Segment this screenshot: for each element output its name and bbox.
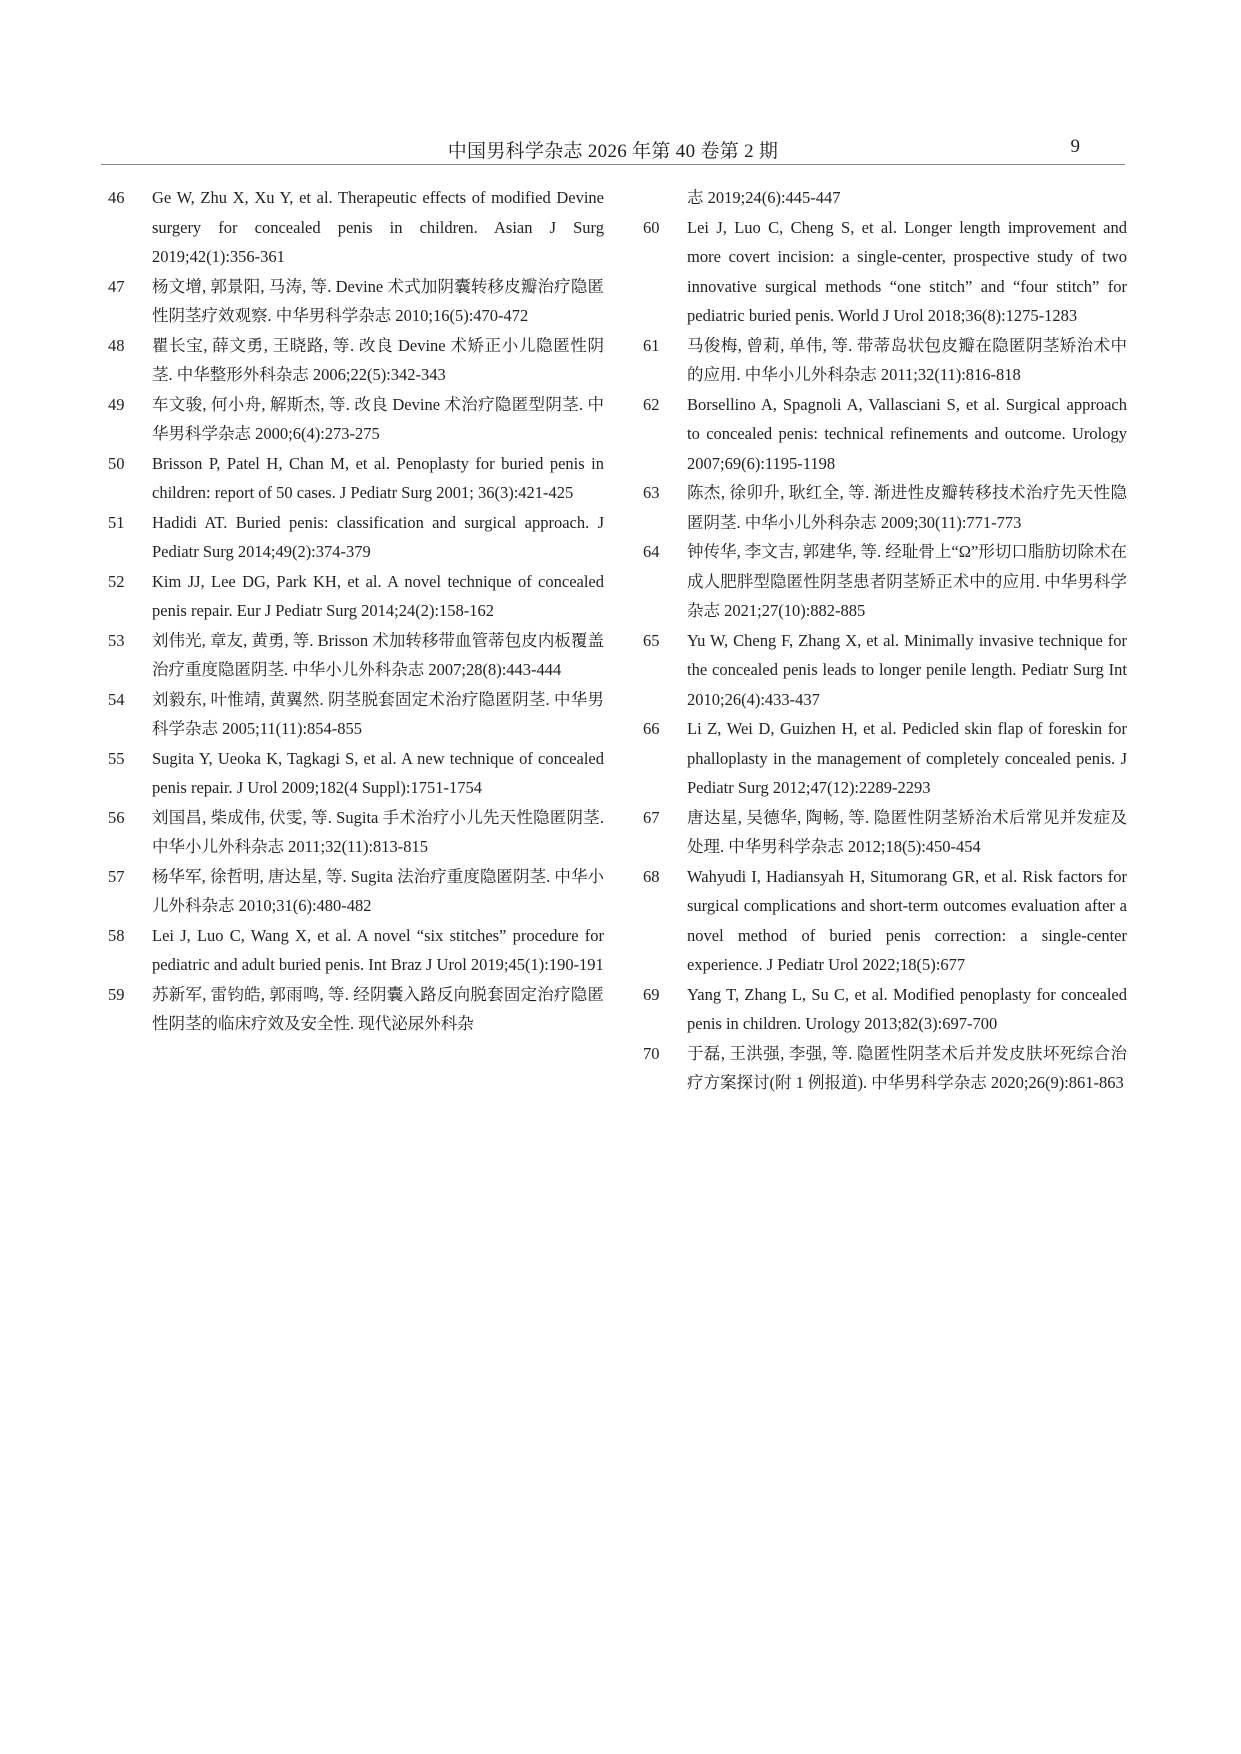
- page-number: 9: [1070, 136, 1080, 157]
- reference-number: 46: [108, 188, 125, 207]
- reference-number: 53: [108, 630, 125, 650]
- reference-text: 刘毅东, 叶惟靖, 黄翼然. 阴茎脱套固定术治疗隐匿阴茎. 中华男科学杂志 2005;11(11):854-855: [152, 689, 604, 738]
- reference-item: [643, 331, 1127, 390]
- reference-item: [108, 331, 604, 390]
- reference-item: [108, 744, 604, 803]
- reference-text: 于磊, 王洪强, 李强, 等. 隐匿性阴茎术后并发皮肤坏死综合治疗方案探讨(附 1 例报道). 中华男科学杂志 2020;26(9):861-863: [687, 1043, 1127, 1092]
- reference-text: Li Z, Wei D, Guizhen H, et al. Pedicled skin flap of foreskin for phalloplasty in the management of completely concealed penis. J Pediatr Surg 2012;47(12):2289-2293: [687, 719, 1127, 797]
- reference-number: 62: [643, 394, 660, 414]
- reference-number: 48: [108, 335, 125, 355]
- reference-text: Kim JJ, Lee DG, Park KH, et al. A novel technique of concealed penis repair. Eur J Pediatr Surg 2014;24(2):158-162: [152, 571, 604, 620]
- reference-text: Wahyudi I, Hadiansyah H, Situmorang GR, et al. Risk factors for surgical complications and short-term outcomes evaluation after a novel method of buried penis correction: a single-center experience. J Pediatr Urol 2022;18(5):677: [687, 866, 1127, 974]
- reference-item: [108, 390, 604, 449]
- running-header: [101, 134, 1125, 165]
- journal-title: 中国男科学杂志 2026 年第 40 卷第 2 期: [447, 141, 779, 162]
- reference-item: [643, 626, 1127, 715]
- reference-item: [108, 921, 604, 980]
- reference-number: 66: [643, 719, 660, 738]
- reference-number: 61: [643, 335, 660, 355]
- reference-text: 陈杰, 徐卯升, 耿红全, 等. 渐进性皮瓣转移技术治疗先天性隐匿阴茎. 中华小儿外科杂志 2009;30(11):771-773: [687, 483, 1127, 532]
- reference-text: 瞿长宝, 薛文勇, 王晓路, 等. 改良 Devine 术矫正小儿隐匿性阴茎. 中华整形外科杂志 2006;22(5):342-343: [152, 335, 604, 384]
- reference-text: 苏新军, 雷钧皓, 郭雨鸣, 等. 经阴囊入路反向脱套固定治疗隐匿性阴茎的临床疗效及安全性. 现代泌尿外科杂: [152, 984, 604, 1033]
- reference-number: 70: [643, 1043, 660, 1063]
- reference-text: 刘伟光, 章友, 黄勇, 等. Brisson 术加转移带血管蒂包皮内板覆盖治疗重度隐匿阴茎. 中华小儿外科杂志 2007;28(8):443-444: [152, 630, 604, 679]
- reference-item: [108, 567, 604, 626]
- reference-text: 杨文增, 郭景阳, 马涛, 等. Devine 术式加阴囊转移皮瓣治疗隐匿性阴茎疗效观察. 中华男科学杂志 2010;16(5):470-472: [152, 276, 604, 325]
- reference-number: 65: [643, 630, 660, 650]
- reference-number: 63: [643, 483, 660, 502]
- reference-number: 68: [643, 866, 660, 886]
- reference-text: Borsellino A, Spagnoli A, Vallasciani S, et al. Surgical approach to concealed penis: technical refinements and outcome. Urology 2007;69(6):1195-1198: [687, 394, 1127, 473]
- reference-item: [108, 862, 604, 921]
- reference-text: 车文骏, 何小舟, 解斯杰, 等. 改良 Devine 术治疗隐匿型阴茎. 中华男科学杂志 2000;6(4):273-275: [152, 394, 604, 443]
- reference-number: 69: [643, 984, 660, 1004]
- reference-item: [108, 183, 604, 272]
- reference-number: 52: [108, 571, 125, 591]
- reference-number: 56: [108, 807, 125, 827]
- reference-text: Hadidi AT. Buried penis: classification and surgical approach. J Pediatr Surg 2014;49(2):374-379: [152, 512, 604, 561]
- reference-text: Lei J, Luo C, Wang X, et al. A novel “six stitches” procedure for pediatric and adult buried penis. Int Braz J Urol 2019;45(1):190-191: [152, 925, 604, 974]
- reference-number: 55: [108, 748, 125, 768]
- reference-text: 刘国昌, 柴成伟, 伏雯, 等. Sugita 手术治疗小儿先天性隐匿阴茎. 中华小儿外科杂志 2011;32(11):813-815: [152, 807, 604, 856]
- reference-item: [643, 803, 1127, 862]
- reference-number: 50: [108, 453, 125, 473]
- reference-text: Ge W, Zhu X, Xu Y, et al. Therapeutic effects of modified Devine surgery for concealed penis in children. Asian J Surg 2019;42(1):356-361: [152, 188, 604, 266]
- reference-text: Yu W, Cheng F, Zhang X, et al. Minimally invasive technique for the concealed penis leads to longer penile length. Pediatr Surg Int 2010;26(4):433-437: [687, 630, 1127, 709]
- reference-text: 钟传华, 李文吉, 郭建华, 等. 经耻骨上“Ω”形切口脂肪切除术在成人肥胖型隐匿性阴茎患者阴茎矫正术中的应用. 中华男科学杂志 2021;27(10):882-885: [687, 542, 1128, 620]
- reference-number: 64: [643, 542, 660, 561]
- reference-number: 54: [108, 689, 125, 709]
- reference-item: [108, 626, 604, 685]
- reference-item: [643, 714, 1127, 803]
- reference-item: [108, 508, 604, 567]
- reference-item: [643, 1039, 1127, 1098]
- reference-item: [643, 862, 1127, 980]
- reference-item: [643, 390, 1127, 479]
- reference-column-left: [108, 183, 604, 1039]
- reference-item: [108, 272, 604, 331]
- reference-text: Brisson P, Patel H, Chan M, et al. Penoplasty for buried penis in children: report of 50 cases. J Pediatr Surg 2001; 36(3):421-425: [152, 453, 604, 502]
- reference-number: 51: [108, 512, 125, 532]
- reference-continuation: [643, 183, 1127, 213]
- reference-text: 杨华军, 徐哲明, 唐达星, 等. Sugita 法治疗重度隐匿阴茎. 中华小儿外科杂志 2010;31(6):480-482: [152, 866, 604, 915]
- reference-number: 60: [643, 217, 660, 237]
- reference-number: 49: [108, 394, 125, 414]
- reference-number: 58: [108, 925, 125, 945]
- reference-item: [643, 980, 1127, 1039]
- reference-item: [643, 478, 1127, 537]
- reference-number: 57: [108, 866, 125, 886]
- reference-text: 志 2019;24(6):445-447: [687, 188, 841, 207]
- reference-text: 唐达星, 吴德华, 陶畅, 等. 隐匿性阴茎矫治术后常见并发症及处理. 中华男科学杂志 2012;18(5):450-454: [687, 807, 1127, 856]
- reference-item: [643, 537, 1127, 626]
- reference-number: 59: [108, 984, 125, 1004]
- reference-item: [108, 449, 604, 508]
- reference-number: 47: [108, 276, 125, 296]
- reference-item: [643, 213, 1127, 331]
- reference-text: 马俊梅, 曾莉, 单伟, 等. 带蒂岛状包皮瓣在隐匿阴茎矫治术中的应用. 中华小儿外科杂志 2011;32(11):816-818: [687, 335, 1127, 384]
- reference-text: Sugita Y, Ueoka K, Tagkagi S, et al. A new technique of concealed penis repair. J Urol 2009;182(4 Suppl):1751-1754: [152, 748, 604, 797]
- reference-number: 67: [643, 807, 660, 827]
- reference-column-right: [643, 183, 1127, 1098]
- reference-text: Lei J, Luo C, Cheng S, et al. Longer length improvement and more covert incision: a single-center, prospective study of two innovative surgical methods “one stitch” and “four stitch” for pediatric buried penis. World J Urol 2018;36(8):1275-1283: [687, 217, 1127, 325]
- reference-item: [108, 685, 604, 744]
- reference-text: Yang T, Zhang L, Su C, et al. Modified penoplasty for concealed penis in children. Urology 2013;82(3):697-700: [687, 984, 1127, 1033]
- reference-item: [108, 980, 604, 1039]
- reference-item: [108, 803, 604, 862]
